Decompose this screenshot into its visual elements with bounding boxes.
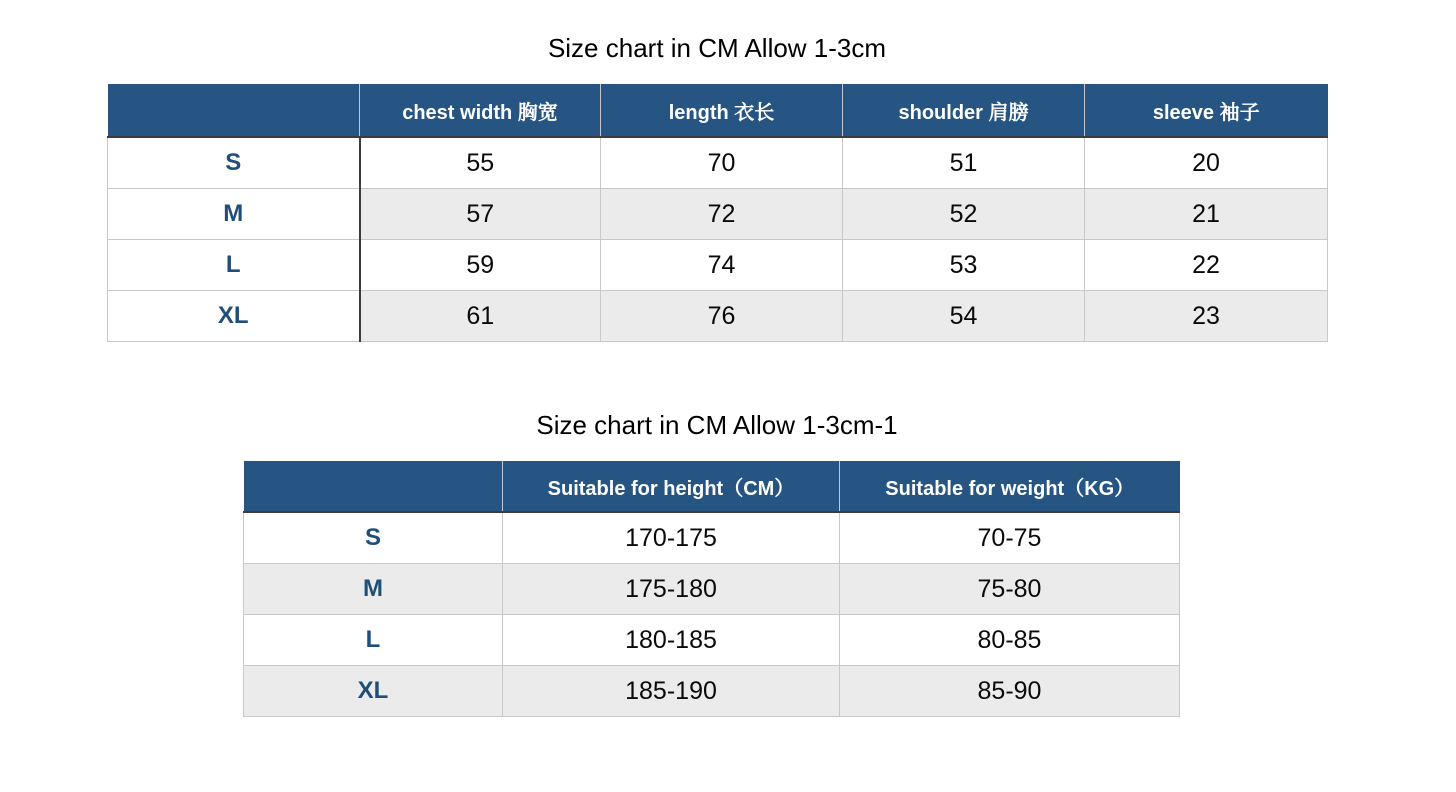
column-header-height: Suitable for height（CM） — [503, 461, 840, 512]
measurement-cell: 22 — [1085, 240, 1328, 291]
column-header-chest-width: chest width 胸宽 — [360, 84, 601, 137]
column-header-size — [244, 461, 503, 512]
table-row-l — [108, 240, 1328, 291]
table-row-xl — [244, 666, 1180, 717]
column-header-length: length 衣长 — [601, 84, 843, 137]
range-cell: 85-90 — [840, 666, 1180, 717]
size-label-cell: L — [108, 240, 360, 291]
table-row-l — [244, 615, 1180, 666]
measurement-cell: 72 — [601, 189, 843, 240]
size-chart-title-1: Size chart in CM Allow 1-3cm — [547, 33, 887, 63]
table-row-m — [244, 564, 1180, 615]
size-label-cell: M — [244, 564, 503, 615]
size-chart-table-1 — [107, 84, 1328, 342]
measurement-cell: 76 — [601, 291, 843, 342]
range-cell: 170-175 — [503, 512, 840, 564]
measurement-cell: 74 — [601, 240, 843, 291]
column-header-weight: Suitable for weight（KG） — [840, 461, 1180, 512]
column-header-sleeve: sleeve 袖子 — [1085, 84, 1328, 137]
measurement-cell: 55 — [360, 137, 601, 189]
size-label-cell: XL — [244, 666, 503, 717]
measurement-cell: 59 — [360, 240, 601, 291]
measurement-cell: 57 — [360, 189, 601, 240]
measurement-cell: 54 — [843, 291, 1085, 342]
measurement-cell: 23 — [1085, 291, 1328, 342]
measurement-cell: 21 — [1085, 189, 1328, 240]
measurement-cell: 61 — [360, 291, 601, 342]
table-row-xl — [108, 291, 1328, 342]
table-row-m — [108, 189, 1328, 240]
range-cell: 75-80 — [840, 564, 1180, 615]
range-cell: 70-75 — [840, 512, 1180, 564]
size-label-cell: S — [108, 137, 360, 189]
range-cell: 80-85 — [840, 615, 1180, 666]
size-label-cell: XL — [108, 291, 360, 342]
size-chart-table-2 — [243, 461, 1180, 717]
header-row — [244, 461, 1180, 512]
size-label-cell: M — [108, 189, 360, 240]
table-row-s — [108, 137, 1328, 189]
range-cell: 175-180 — [503, 564, 840, 615]
column-header-size — [108, 84, 360, 137]
size-label-cell: L — [244, 615, 503, 666]
measurement-cell: 20 — [1085, 137, 1328, 189]
measurement-cell: 51 — [843, 137, 1085, 189]
size-chart-title-2: Size chart in CM Allow 1-3cm-1 — [536, 410, 898, 440]
table-row-s — [244, 512, 1180, 564]
header-row — [108, 84, 1328, 137]
measurement-cell: 52 — [843, 189, 1085, 240]
range-cell: 185-190 — [503, 666, 840, 717]
measurement-cell: 53 — [843, 240, 1085, 291]
measurement-cell: 70 — [601, 137, 843, 189]
column-header-shoulder: shoulder 肩膀 — [843, 84, 1085, 137]
size-label-cell: S — [244, 512, 503, 564]
range-cell: 180-185 — [503, 615, 840, 666]
